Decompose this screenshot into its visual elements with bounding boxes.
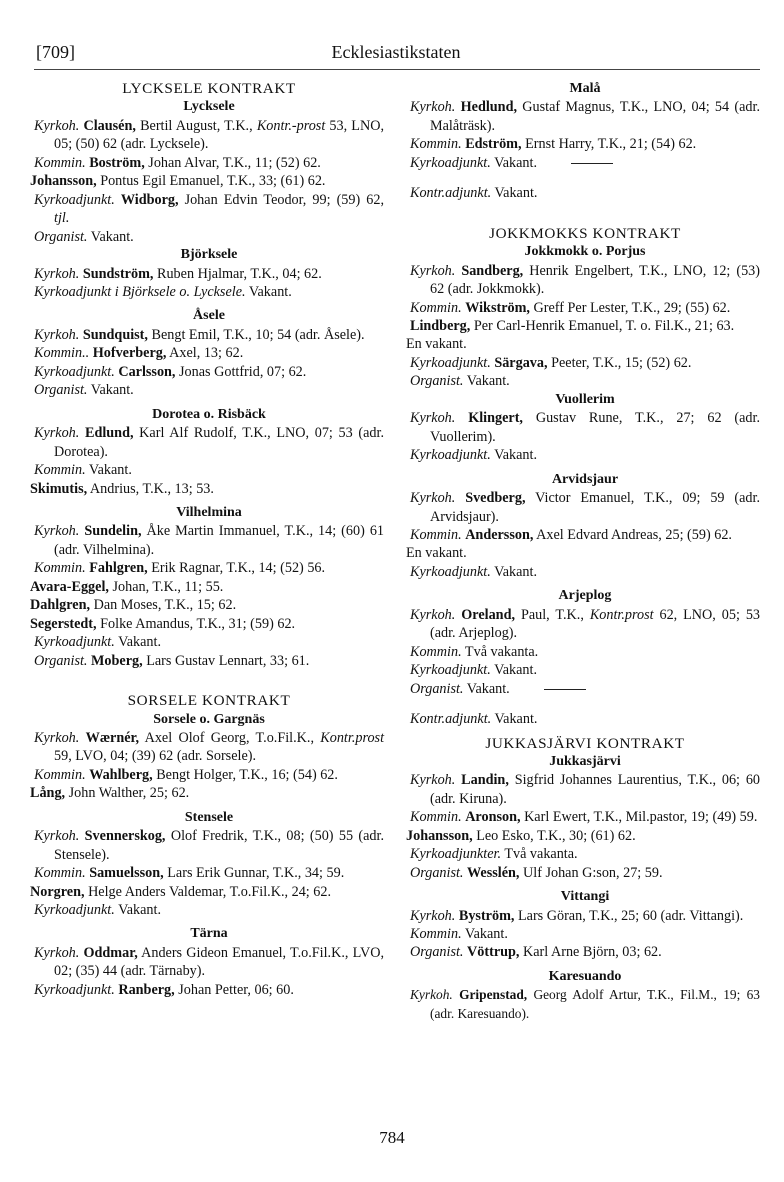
running-title: Ecklesiastikstaten (331, 42, 461, 62)
parish-heading: Lycksele (183, 99, 235, 115)
parish-heading: Tärna (190, 926, 228, 942)
entry: Avara-Eggel, Johan, T.K., 11; 55. (30, 578, 224, 595)
entry: Kyrkoh. Byström, Lars Göran, T.K., 25; 60 (adr. Vittangi). (410, 907, 744, 924)
entry: Organist. Wesslén, Ulf Johan G:son, 27; 59. (410, 864, 663, 881)
entry: Skimutis, Andrius, T.K., 13; 53. (30, 480, 214, 497)
entry: Kyrkoh. Landin, Sigfrid Johannes Laurentius, T.K., 06; 60 (adr. Kiruna). (410, 772, 761, 807)
entry: Kyrkoadjunkt. Vakant. (410, 154, 760, 172)
parish-heading: Malå (569, 81, 601, 96)
parish-heading: Jukkasjärvi (549, 753, 621, 769)
entry: Kyrkoadjunkter. Två vakanta. (410, 846, 578, 863)
entry: Kyrkoadjunkt i Björksele o. Lycksele. Vakant. (34, 283, 292, 300)
entry: Organist. Moberg, Lars Gustav Lennart, 33; 61. (34, 652, 310, 669)
entry: Kyrkoh. Klingert, Gustav Rune, T.K., 27; 62 (adr. Vuollerim). (410, 410, 761, 445)
entry: Kyrkoadjunkt. Särgava, Peeter, T.K., 15; (52) 62. (410, 354, 692, 371)
entry: Kommin. Samuelsson, Lars Erik Gunnar, T.K., 34; 59. (34, 865, 345, 882)
parish-heading: Stensele (184, 809, 234, 825)
entry: Kyrkoadjunkt. Vakant. (34, 634, 162, 651)
parish-heading: Karesuando (548, 968, 622, 984)
entry: Kyrkoh. Sandberg, Henrik Engelbert, T.K., LNO, 12; (53) 62 (adr. Jokkmokk). (410, 262, 760, 298)
kontrakt-heading: LYCKSELE KONTRAKT (122, 80, 296, 97)
page-header (36, 42, 756, 64)
entry: Organist. Vöttrup, Karl Arne Björn, 03; 62. (410, 944, 662, 961)
entry: Kommin. Vakant. (410, 926, 508, 943)
parish-heading: Vilhelmina (176, 504, 242, 520)
entry: Kommin. Edström, Ernst Harry, T.K., 21; (54) 62. (410, 136, 697, 153)
entry: Kyrkoadjunkt. Ranberg, Johan Petter, 06; 60. (34, 981, 294, 998)
entry: Kommin.. Hofverberg, Axel, 13; 62. (34, 345, 244, 362)
entry: Kyrkoh. Sundquist, Bengt Emil, T.K., 10; 54 (adr. Åsele). (34, 326, 365, 343)
parish-heading: Vittangi (560, 889, 610, 905)
entry: En vakant. (406, 336, 467, 353)
left-column (30, 80, 385, 999)
parish-heading: Jokkmokk o. Porjus (524, 244, 646, 260)
page-reference: [709] (36, 42, 75, 62)
entry: Norgren, Helge Anders Valdemar, T.o.Fil.K., 24; 62. (30, 883, 332, 900)
header-rule (34, 69, 760, 70)
entry: Kyrkoadjunkt. Carlsson, Jonas Gottfrid, 07; 62. (34, 363, 307, 380)
parish-heading: Björksele (180, 247, 238, 263)
entry: Lång, John Walther, 25; 62. (30, 785, 190, 802)
entry: Kommin. Fahlgren, Erik Ragnar, T.K., 14; (52) 56. (34, 560, 326, 577)
entry: Kommin. Wahlberg, Bengt Holger, T.K., 16; (54) 62. (34, 766, 338, 783)
kontrakt-heading: JOKKMOKKS KONTRAKT (489, 224, 681, 242)
separator-rule (571, 163, 613, 164)
entry: Kyrkoh. Oreland, Paul, T.K., Kontr.prost 62, LNO, 05; 53 (adr. Arjeplog). (410, 606, 761, 642)
entry: Organist. Vakant. (34, 228, 134, 245)
parish-heading: Vuollerim (555, 391, 615, 407)
entry: Kyrkoh. Edlund, Karl Alf Rudolf, T.K., LNO, 07; 53 (adr. Dorotea). (34, 425, 384, 460)
entry: Kyrkoadjunkt. Widborg, Johan Edvin Teodor, 99; (59) 62, tjl. (34, 191, 384, 227)
entry: Kommin. Boström, Johan Alvar, T.K., 11; (52) 62. (34, 154, 321, 171)
entry: Kyrkoh. Svennerskog, Olof Fredrik, T.K., 08; (50) 55 (adr. Stensele). (34, 828, 384, 863)
right-column (406, 80, 761, 1023)
kontrakt-heading: SORSELE KONTRAKT (127, 692, 291, 710)
entry: Johansson, Pontus Egil Emanuel, T.K., 33; (61) 62. (30, 173, 326, 190)
entry: Kyrkoh. Clausén, Bertil August, T.K., Kontr.-prost 53, LNO, 05; (50) 62 (adr. Lycksele). (34, 117, 385, 153)
entry: Organist. Vakant. (410, 680, 760, 698)
entry: Kyrkoadjunkt. Vakant. (410, 447, 538, 464)
entry: Organist. Vakant. (34, 382, 134, 399)
entry: Kommin. Aronson, Karl Ewert, T.K., Mil.pastor, 19; (49) 59. (410, 809, 758, 826)
entry: Kyrkoh. Sundström, Ruben Hjalmar, T.K., 04; 62. (34, 265, 322, 282)
entry: Kyrkoh. Oddmar, Anders Gideon Emanuel, T.o.Fil.K., LVO, 02; (35) 44 (adr. Tärnaby). (34, 944, 384, 980)
entry: Kyrkoadjunkt. Vakant. (34, 902, 162, 919)
entry: Kyrkoh. Wærnér, Axel Olof Georg, T.o.Fil.K., Kontr.prost 59, LVO, 04; (39) 62 (adr. Sorsele). (34, 729, 385, 765)
parish-heading: Arvidsjaur (551, 471, 619, 487)
kontrakt-heading: JUKKASJÄRVI KONTRAKT (485, 734, 685, 752)
entry: Kyrkoadjunkt. Vakant. (410, 563, 538, 580)
entry: Johansson, Leo Esko, T.K., 30; (61) 62. (406, 827, 636, 844)
entry: Kontr.adjunkt. Vakant. (410, 185, 538, 202)
parish-heading: Dorotea o. Risbäck (152, 406, 266, 422)
entry: Segerstedt, Folke Amandus, T.K., 31; (59) 62. (30, 615, 296, 632)
parish-heading: Arjeplog (558, 588, 612, 604)
entry: Kommin. Två vakanta. (410, 643, 539, 660)
entry: Kontr.adjunkt. Vakant. (410, 711, 538, 728)
page-number: 784 (379, 1128, 405, 1147)
entry: Kyrkoh. Svedberg, Victor Emanuel, T.K., 09; 59 (adr. Arvidsjaur). (410, 490, 760, 525)
entry: Kyrkoadjunkt. Vakant. (410, 662, 538, 679)
parish-heading: Sorsele o. Gargnäs (153, 711, 265, 727)
entry: En vakant. (406, 545, 467, 562)
entry: Dahlgren, Dan Moses, T.K., 15; 62. (30, 597, 237, 614)
parish-heading: Åsele (193, 308, 225, 324)
separator-rule (544, 689, 586, 690)
entry: Kyrkoh. Hedlund, Gustaf Magnus, T.K., LNO, 04; 54 (adr. Malåträsk). (410, 99, 761, 134)
entry: Kommin. Vakant. (34, 462, 132, 479)
entry: Kommin. Wikström, Greff Per Lester, T.K., 29; (55) 62. (410, 299, 731, 316)
entry: Kyrkoh. Gripenstad, Georg Adolf Artur, T.K., Fil.M., 19; 63 (adr. Karesuando). (410, 987, 760, 1021)
entry: Kyrkoh. Sundelin, Åke Martin Immanuel, T.K., 14; (60) 61 (adr. Vilhelmina). (34, 523, 385, 558)
entry: Organist. Vakant. (410, 373, 510, 390)
entry: Lindberg, Per Carl-Henrik Emanuel, T. o. Fil.K., 21; 63. (410, 317, 735, 334)
entry: Kommin. Andersson, Axel Edvard Andreas, 25; (59) 62. (410, 526, 732, 543)
